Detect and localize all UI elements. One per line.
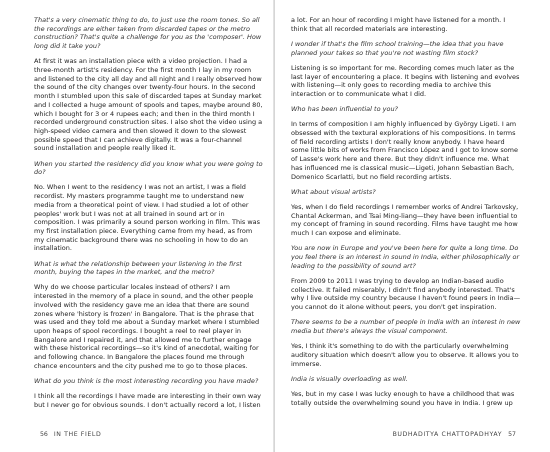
interview-question: That's a very cinematic thing to do, to just use the room tones. So all the recordings are either taken from discarded tapes or the metro construction? That's quite a challenge for you as the 'composer'. How long did it take you? (34, 16, 262, 51)
interview-question: I wonder if that's the film school training—the idea that you have planned your takes so that you're not wasting film stock? (291, 39, 504, 57)
interview-question: Who has been influential to you? (291, 105, 399, 114)
interview-answer: a lot. For an hour of recording I might have listened for a month. I think that all recorded materials are interesting. (291, 16, 506, 33)
right-page-text-column (291, 16, 522, 418)
interview-answer: Yes, when I do field recordings I remember works of Andrei Tarkovsky, Chantal Ackerman, and Tsai Ming-liang—they have been influential to my concept of framing in sound recording. Films have taught me how much I can expose and eliminate. (291, 202, 519, 238)
interview-question: There seems to be a number of people in India with an interest in new media but there's always the visual component. (291, 318, 521, 335)
interview-question: India is visually overloading as well. (291, 374, 408, 383)
interview-question: What do you think is the most interesting recording you have made? (34, 377, 259, 386)
interview-answer: Yes, I think it's something to do with the particularly overwhelming auditory situation which doesn't allow you to observe. It allows you to immerse. (291, 342, 519, 368)
interview-answer: I think all the recordings I have made are interesting in their own way but I never go for obvious sounds. I don't actually record a lot, I listen (34, 392, 262, 409)
interview-answer: Yes, but in my case I was lucky enough to have a childhood that was totally outside the overwhelming sound you have in India. I grew up (291, 389, 515, 407)
left-page-footer (34, 431, 101, 438)
interview-answer: At first it was an installation piece with a video projection. I had a three-month artist's residency. For the first month I lay in my room and listened to the city all day and all night and I really observed how the sound of the city changes over twenty-four hours. In the second month I stumbled upon this sale of discarded tapes at Sunday market and I collected a huge amount of spools and tapes, maybe around 80, which I bought for 3 or 4 rupees each; and then in the third month I recorded underground construction sites. I also shot the video using a high-speed video camera and then slowed it down to the slowest possible speed that I can achieve digitally. It was a four-channel sound installation and people really liked it. (34, 57, 263, 153)
interview-question: You are now in Europe and you've been here for quite a long time. Do you feel there is an interest in sound in India, either philosophically or leading to the possibility of sound art? (291, 244, 520, 270)
left-page-text-column (34, 16, 263, 418)
right-page (275, 0, 550, 452)
interview-answer: Why do we choose particular locales instead of others? I am interested in the memory of a place in sound, and the other people involved with the residency gave me an idea that there are sound zones where 'history is frozen' in Bangalore. That is the phrase that was used and they told me about a Sunday market where I stumbled upon heaps of spool recordings. I bought a reel to reel player in Bangalore and I repaired it, and that allowed me to further engage with these historical recordings—so it's kind of anecdotal, waiting for and following chance. In Bangalore the places found me through chance encounters and the city pushed me to go to those places. (34, 283, 260, 370)
interview-answer: From 2009 to 2011 I was trying to develop an Indian-based audio collective. It failed miserably, I didn't find anybody interested. That's why I live outside my country because I haven't found peers in India—you cannot do it alone without peers, you don't get inspiration. (291, 276, 521, 311)
interview-question: What is what the relationship between your listening in the first month, buying the tapes in the market, and the metro? (34, 259, 242, 277)
running-head: BUDHADITYA CHATTOPADHYAY (392, 431, 503, 438)
page-number: 56 (40, 431, 48, 438)
interview-question: What about visual artists? (291, 187, 376, 196)
interview-question: When you started the residency did you know what you were going to do? (34, 159, 263, 177)
interview-answer: Listening is so important for me. Recording comes much later as the last layer of encountering a place. It begins with listening and evolves with listening—it only goes to recording media to archive this interaction or to communicate what I did. (291, 63, 520, 98)
page-number: 57 (508, 431, 516, 438)
running-head: IN THE FIELD (53, 431, 102, 438)
right-page-footer (393, 431, 522, 438)
interview-answer: No. When I went to the residency I was not an artist, I was a field recordist. My masters programme taught me to understand new media from a theoretical point of view. I had studied a lot of other peoples' work but I was not at all trained in sound art or in composition. I was primarily a sound person working in film. This was my first installation piece. Everything came from my head, as from my cinematic background there was no schooling in how to do an installation. (34, 183, 261, 253)
interview-answer: In terms of composition I am highly influenced by György Ligeti. I am obsessed with the textural explorations of his compositions. In terms of field recording artists I don't really know anybody. I have heard some little bits of works from Francisco López and I got to know some of Lasse's work here and there. But they didn't influence me. What has influenced me is classical music—Ligeti, Johann Sebastian Bach, Domenico Scarlatti, but no field recording artists. (291, 120, 519, 181)
